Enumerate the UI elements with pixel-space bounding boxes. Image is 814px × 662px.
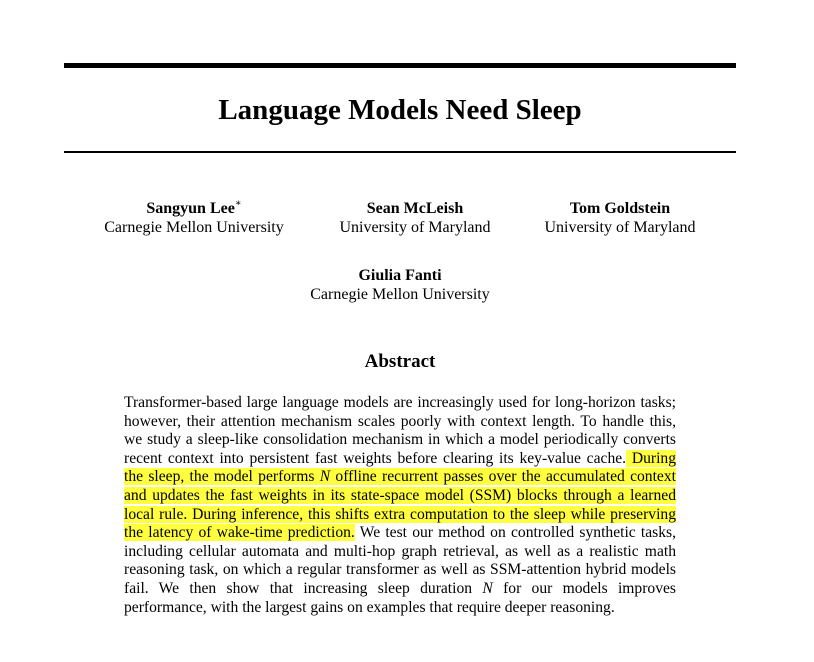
math-variable: N: [482, 579, 493, 597]
author-name: Sangyun Lee∗: [146, 198, 242, 217]
abstract-highlight: During the sleep, the model performs N offline recurrent passes over the accumulated context and updates the fast weights in its state-space model (SSM) blocks through a learned local rule. During inference, this shifts extra computation to the sleep while preserving the latency of wake-time prediction.: [124, 449, 676, 542]
abstract-text: [124, 394, 676, 617]
author-name: Giulia Fanti: [358, 267, 442, 284]
abstract-text-plain: We test our method on controlled synthetic tasks, including cellular automata and multi-hop graph retrieval, as well as a realistic math reasoning task, on which a regular transformer as well as SSM-attention hybrid models fail. We then show that increasing sleep duration: [124, 524, 676, 597]
author-affiliation: Carnegie Mellon University: [104, 219, 284, 236]
author-block: [300, 266, 500, 304]
author-affiliation: University of Maryland: [339, 219, 491, 236]
math-variable: N: [319, 468, 331, 486]
author-block: [520, 199, 720, 237]
author-footnote-mark: ∗: [234, 198, 242, 209]
author-block: [94, 199, 294, 237]
title-rule-bottom: [64, 151, 736, 153]
abstract-text-plain: Transformer-based large language models are increasingly used for long-horizon tasks; however, their attention mechanism scales poorly with context length. To handle this, we study a sleep-like consolidation mechanism in which a model periodically converts recent context into persistent fast weights before clearing its key-value cache.: [124, 394, 676, 467]
title-rule-top: [64, 63, 736, 68]
author-block: [315, 199, 515, 237]
author-affiliation: Carnegie Mellon University: [310, 286, 490, 303]
author-affiliation: University of Maryland: [544, 219, 696, 236]
paper-title: Language Models Need Sleep: [218, 94, 582, 126]
abstract-text-plain: for our models improves performance, with the largest gains on examples that require deeper reasoning.: [124, 579, 676, 616]
abstract-heading: Abstract: [364, 351, 436, 372]
author-name: Tom Goldstein: [569, 200, 671, 217]
author-name: Sean McLeish: [366, 200, 464, 217]
